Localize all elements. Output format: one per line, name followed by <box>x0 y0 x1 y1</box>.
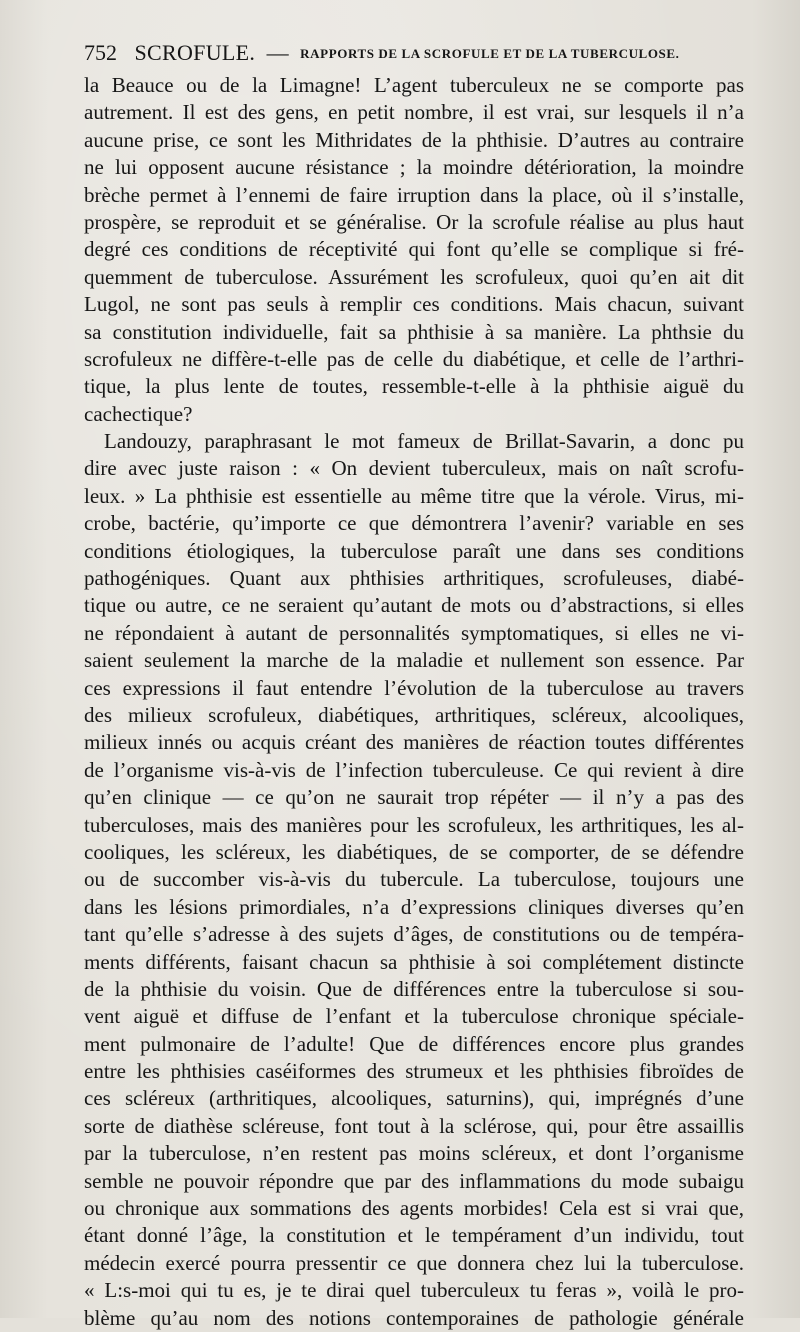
body-text <box>84 72 744 1332</box>
text-line: dans les lésions primordiales, n’a d’expressions cliniques diverses qu’en <box>84 894 744 919</box>
text-line: sa constitution individuelle, fait sa phthisie à sa manière. La phthsie du <box>84 319 744 344</box>
text-line: cachectique? <box>84 401 193 426</box>
text-line: crobe, bactérie, qu’importe ce que démontrera l’avenir? variable en ses <box>84 511 744 536</box>
text-line: milieux innés ou acquis créant des manières de réaction toutes différentes <box>84 730 744 755</box>
header-dash: — <box>266 40 289 65</box>
text-line: « L:s-moi qui tu es, je te dirai quel tuberculeux tu feras », voilà le pro- <box>84 1278 744 1303</box>
text-line: de la phthisie du voisin. Que de différences entre la tuberculose si sou- <box>84 976 744 1001</box>
text-line: par la tuberculose, n’en restent pas moins scléreux, et dont l’organisme <box>84 1141 744 1166</box>
text-line: tuberculoses, mais des manières pour les scrofuleux, les arthritiques, les al- <box>84 812 744 837</box>
text-line: étant donné l’âge, la constitution et le tempérament d’un individu, tout <box>84 1223 744 1248</box>
text-line: ment pulmonaire de l’adulte! Que de différences encore plus grandes <box>84 1031 744 1056</box>
text-line: pathogéniques. Quant aux phthisies arthritiques, scrofuleuses, diabé- <box>84 566 744 591</box>
text-line: tique, la plus lente de toutes, ressemble-t-elle à la phthisie aiguë du <box>84 374 744 399</box>
text-line: sorte de diathèse scléreuse, font tout à la sclérose, qui, pour être assaillis <box>84 1113 744 1138</box>
text-line: ou chronique aux sommations des agents morbides! Cela est si vrai que, <box>84 1196 744 1221</box>
text-line: ces scléreux (arthritiques, alcooliques, saturnins), qui, imprégnés d’une <box>84 1086 744 1111</box>
text-line: ou de succomber vis-à-vis du tubercule. La tuberculose, toujours une <box>84 867 744 892</box>
text-line: brèche permet à l’ennemi de faire irruption dans la place, où il s’installe, <box>84 182 744 207</box>
text-line: dire avec juste raison : « On devient tuberculeux, mais on naît scrofu- <box>84 456 744 481</box>
text-line: tique ou autre, ce ne seraient qu’autant de mots ou d’abstractions, si elles <box>84 593 744 618</box>
text-line: quemment de tuberculose. Assurément les scrofuleux, quoi qu’en ait dit <box>84 264 744 289</box>
text-line: tant qu’elle s’adresse à des sujets d’âges, de constitutions ou de tempéra- <box>84 922 744 947</box>
text-line: blème qu’au nom des notions contemporaines de pathologie générale <box>84 1305 744 1330</box>
text-line: vent aiguë et diffuse de l’enfant et la tuberculose chronique spéciale- <box>84 1004 744 1029</box>
section-title: RAPPORTS DE LA SCROFULE ET DE LA TUBERCULOSE. <box>300 46 680 61</box>
text-line: de l’organisme vis-à-vis de l’infection tuberculeuse. Ce qui revient à dire <box>84 757 744 782</box>
text-line: des milieux scrofuleux, diabétiques, arthritiques, scléreux, alcooliques, <box>84 702 744 727</box>
text-line: cooliques, les scléreux, les diabétiques, de se comporter, de se défendre <box>84 839 744 864</box>
text-line: leux. » La phthisie est essentielle au même titre que la vérole. Virus, mi- <box>84 483 744 508</box>
text-line: qu’en clinique — ce qu’on ne saurait trop répéter — il n’y a pas des <box>84 785 744 810</box>
running-title: SCROFULE. <box>134 40 256 65</box>
text-line: scrofuleux ne diffère-t-elle pas de celle du diabétique, et celle de l’arthri- <box>84 346 744 371</box>
text-line: ces expressions il faut entendre l’évolution de la tuberculose au travers <box>84 675 744 700</box>
text-line: ments différents, faisant chacun sa phthisie à soi complétement distincte <box>84 949 744 974</box>
text-line: ne répondaient à autant de personnalités symptomatiques, si elles ne vi- <box>84 620 744 645</box>
text-line: degré ces conditions de réceptivité qui font qu’elle se complique si fré- <box>84 237 744 262</box>
text-line: ne lui opposent aucune résistance ; la moindre détérioration, la moindre <box>84 155 744 180</box>
text-line: semble ne pouvoir répondre que par des inflammations du mode subaigu <box>84 1168 744 1193</box>
text-line: Lugol, ne sont pas seuls à remplir ces conditions. Mais chacun, suivant <box>84 292 744 317</box>
text-line: entre les phthisies caséiformes des strumeux et les phthisies fibroïdes de <box>84 1059 744 1084</box>
running-header <box>84 38 744 68</box>
text-line: saient seulement la marche de la maladie et nullement son essence. Par <box>84 648 744 673</box>
text-line: la Beauce ou de la Limagne! L’agent tuberculeux ne se comporte pas <box>84 73 744 97</box>
text-line: prospère, se reproduit et se généralise. Or la scrofule réalise au plus haut <box>84 209 744 234</box>
page-number: 752 <box>84 40 117 65</box>
text-line: autrement. Il est des gens, en petit nombre, il est vrai, sur lesquels il n’a <box>84 100 744 125</box>
text-line: conditions étiologiques, la tuberculose paraît une dans ses conditions <box>84 538 744 563</box>
text-line: aucune prise, ce sont les Mithridates de la phthisie. D’autres au contraire <box>84 127 744 152</box>
paragraph-start-line: Landouzy, paraphrasant le mot fameux de Brillat-Savarin, a donc pu <box>104 429 744 454</box>
text-line: médecin exercé pourra pressentir ce que donnera chez lui la tuberculose. <box>84 1250 744 1275</box>
